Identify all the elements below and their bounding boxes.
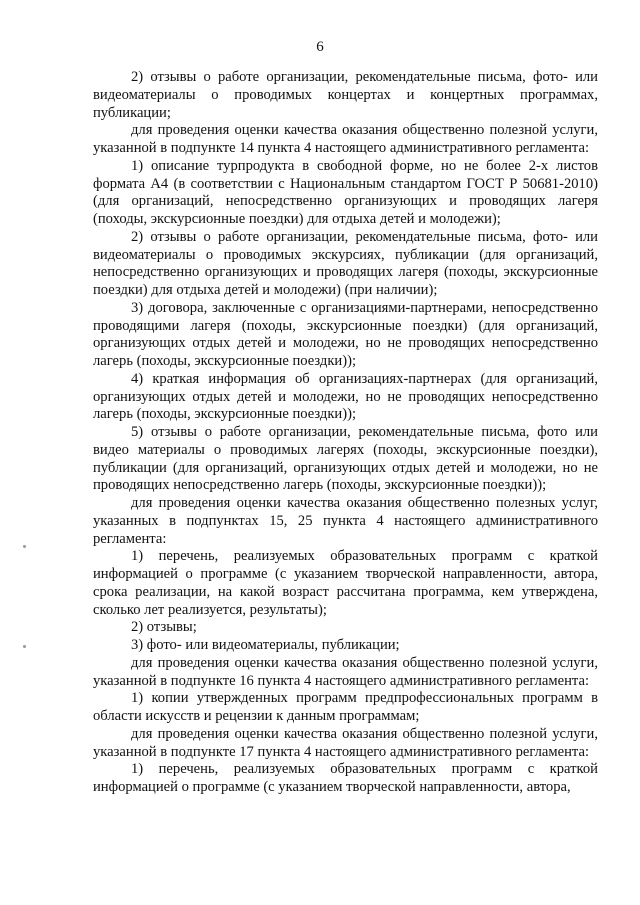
paragraph: 4) краткая информация об организациях-партнерах (для организаций, организующих отдых детей и молодежи, но не проводящих непосредственно лагерь (походы, экскурсионные поездки)); [93,370,598,423]
paragraph: для проведения оценки качества оказания общественно полезных услуг, указанных в подпунктах 15, 25 пункта 4 настоящего административного регламента: [93,495,598,547]
paragraph: 2) отзывы о работе организации, рекомендательные письма, фото- или видеоматериалы о проводимых концертах и концертных программах, публикации; [93,69,598,121]
paragraph: для проведения оценки качества оказания общественно полезной услуги, указанной в подпункте 16 пункта 4 настоящего административного регламента: [93,654,598,689]
paragraph: для проведения оценки качества оказания общественно полезной услуги, указанной в подпункте 17 пункта 4 настоящего административного регламента: [93,725,598,760]
paragraph: 5) отзывы о работе организации, рекомендательные письма, фото или видео материалы о проводимых лагерях (походы, экскурсионные поездки), публикации (для организаций, организующих отдых детей и молодежи, но не проводящих непосредственно лагерь (походы, экскурсионные поездки)); [93,424,598,494]
paragraph: 1) копии утвержденных программ предпрофессиональных программ в области искусств и рецензии к данным программам; [93,690,598,724]
paragraph: 1) перечень, реализуемых образовательных программ с краткой информацией о программе (с указанием творческой направленности, автора, [93,761,598,795]
paragraph: 2) отзывы о работе организации, рекомендательные письма, фото- или видеоматериалы о проводимых экскурсиях, публикации (для организаций, непосредственно организующих и проводящих лагеря (походы, экскурсионные поездки) для отдыха детей и молодежи) (при наличии); [93,228,598,298]
paragraph: 3) договора, заключенные с организациями-партнерами, непосредственно проводящими лагеря (походы, экскурсионные поездки) (для организаций, организующих отдых детей и молодежи, но не проводящих непосредственно лагерь (походы, экскурсионные поездки)); [93,299,598,369]
paragraph: 1) описание турпродукта в свободной форме, но не более 2-х листов формата А4 (в соответствии с Национальным стандартом ГОСТ Р 50681-2010) (для организаций, непосредственно организующих и проводящих лагеря (походы, экскурсионные поездки) для отдыха детей и молодежи); [93,157,598,227]
paragraph: 3) фото- или видеоматериалы, публикации; [131,637,400,653]
page-number: 6 [316,39,324,55]
paragraph: 2) отзывы; [131,619,197,636]
paragraph: 1) перечень, реализуемых образовательных программ с краткой информацией о программе (с указанием творческой направленности, автора, срока реализации, на какой возраст рассчитана программа, кем утверждена, сколько лет реализуется, результаты); [93,548,598,618]
paragraph: для проведения оценки качества оказания общественно полезной услуги, указанной в подпункте 14 пункта 4 настоящего административного регламента: [93,122,598,156]
scan-margin-mark [23,545,26,548]
scan-margin-mark [23,645,26,648]
document-body [93,69,598,797]
